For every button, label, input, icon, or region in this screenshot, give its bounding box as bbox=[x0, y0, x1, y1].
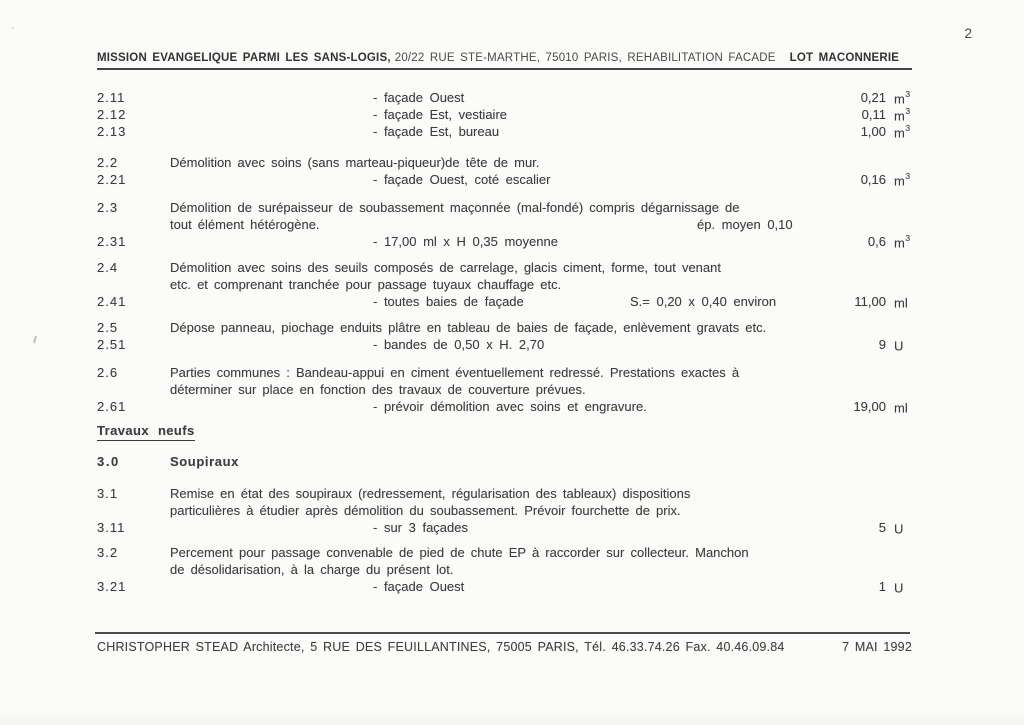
item-text: - toutes baies de façade bbox=[373, 294, 524, 309]
item-text: Démolition de surépaisseur de soubassement maçonnée (mal-fondé) compris dégarnissage de bbox=[170, 200, 740, 215]
header-organization: MISSION EVANGELIQUE PARMI LES SANS-LOGIS, bbox=[97, 52, 391, 64]
item-line-3-21 bbox=[97, 579, 912, 596]
item-number: 3.0 bbox=[97, 454, 120, 469]
quantity-value: 1 bbox=[878, 579, 886, 594]
item-text: - façade Ouest bbox=[373, 90, 465, 105]
item-number: 2.4 bbox=[97, 260, 119, 275]
item-line-2-51 bbox=[97, 337, 912, 354]
section-2-4 bbox=[97, 260, 912, 311]
section-facades bbox=[97, 90, 912, 141]
footer-date: 7 MAI 1992 bbox=[842, 640, 912, 654]
quantity-value: 19,00 bbox=[853, 399, 886, 414]
quantity-value: 0,21 bbox=[860, 90, 886, 105]
item-number: 2.13 bbox=[97, 124, 127, 139]
item-line-2-13 bbox=[97, 124, 912, 141]
item-text: - façade Est, bureau bbox=[373, 124, 500, 139]
section-2-5 bbox=[97, 320, 912, 354]
item-line-2-4-cont bbox=[97, 277, 912, 294]
item-line-3-1-cont bbox=[97, 503, 912, 520]
footer-architect-info: CHRISTOPHER STEAD Architecte, 5 RUE DES FEUILLANTINES, 75005 PARIS, Tél. 46.33.74.26 Fax. 40.46.09.84 bbox=[97, 640, 785, 654]
page-number: 2 bbox=[964, 26, 972, 41]
quantity-value: 0,11 bbox=[861, 107, 886, 122]
quantity-unit: U bbox=[894, 521, 904, 537]
item-text: - façade Ouest bbox=[373, 579, 465, 594]
item-line-2-3-cont bbox=[97, 217, 912, 234]
document-body bbox=[97, 90, 912, 596]
header-lot: LOT MACONNERIE bbox=[789, 52, 900, 64]
item-text: Remise en état des soupiraux (redressement, régularisation des tableaux) dispositions bbox=[170, 486, 691, 501]
item-number: 2.3 bbox=[97, 200, 119, 215]
quantity-value: 0,6 bbox=[867, 234, 886, 249]
item-line-2-2 bbox=[97, 155, 912, 172]
item-text: Parties communes : Bandeau-appui en ciment éventuellement redressé. Prestations exactes à bbox=[170, 365, 740, 380]
section-2-2 bbox=[97, 155, 912, 189]
item-number: 2.12 bbox=[97, 107, 127, 122]
item-text: - prévoir démolition avec soins et engravure. bbox=[373, 399, 647, 414]
quantity-unit: $m^3$ bbox=[894, 233, 911, 251]
quantity-unit: $m^3$ bbox=[894, 123, 911, 141]
item-line-2-6 bbox=[97, 365, 912, 382]
item-note: ép. moyen 0,10 bbox=[697, 217, 793, 232]
item-text: tout élément hétérogène. bbox=[170, 217, 320, 232]
item-number: 3.11 bbox=[97, 520, 126, 535]
document-footer bbox=[97, 640, 912, 654]
item-text: de désolidarisation, à la charge du présent lot. bbox=[170, 562, 454, 577]
item-line-3-0 bbox=[97, 454, 912, 471]
item-number: 3.21 bbox=[97, 579, 127, 594]
quantity-value: 11,00 bbox=[854, 294, 886, 309]
item-text: - façade Est, vestiaire bbox=[373, 107, 507, 122]
item-line-2-4 bbox=[97, 260, 912, 277]
quantity-value: 9 bbox=[878, 337, 886, 352]
item-line-2-41 bbox=[97, 294, 912, 311]
item-text: Dépose panneau, piochage enduits plâtre en tableau de baies de façade, enlèvement gravats etc. bbox=[170, 320, 767, 335]
quantity-unit: U bbox=[894, 580, 904, 596]
section-2-3 bbox=[97, 200, 912, 251]
quantity-unit: $m^3$ bbox=[894, 106, 911, 124]
quantity-unit: U bbox=[894, 338, 904, 354]
item-number: 2.61 bbox=[97, 399, 127, 414]
item-number: 3.2 bbox=[97, 545, 119, 560]
item-text: Soupiraux bbox=[170, 454, 239, 469]
section-3-0 bbox=[97, 454, 912, 471]
item-number: 3.1 bbox=[97, 486, 119, 501]
item-number: 2.51 bbox=[97, 337, 127, 352]
section-2-6 bbox=[97, 365, 912, 416]
document-header bbox=[97, 52, 912, 70]
item-number: 2.5 bbox=[97, 320, 119, 335]
quantity-unit: $m^3$ bbox=[894, 171, 911, 189]
item-text: - sur 3 façades bbox=[373, 520, 468, 535]
item-line-3-2 bbox=[97, 545, 912, 562]
item-line-2-5 bbox=[97, 320, 912, 337]
scan-artifact bbox=[33, 336, 37, 343]
item-text: Démolition avec soins (sans marteau-piqueur)de tête de mur. bbox=[170, 155, 540, 170]
item-number: 2.2 bbox=[97, 155, 119, 170]
item-line-3-11 bbox=[97, 520, 912, 537]
footer-rule bbox=[95, 632, 910, 634]
item-text: - bandes de 0,50 x H. 2,70 bbox=[373, 337, 545, 352]
item-line-3-2-cont bbox=[97, 562, 912, 579]
item-text: - 17,00 ml x H 0,35 moyenne bbox=[373, 234, 558, 249]
item-number: 2.21 bbox=[97, 172, 127, 187]
quantity-value: 0,16 bbox=[860, 172, 886, 187]
item-line-2-61 bbox=[97, 399, 912, 416]
item-number: 2.6 bbox=[97, 365, 119, 380]
section-3-1 bbox=[97, 486, 912, 537]
quantity-unit: $m^3$ bbox=[894, 89, 911, 107]
item-number: 2.11 bbox=[97, 90, 126, 105]
item-line-2-31 bbox=[97, 234, 912, 251]
item-line-2-11 bbox=[97, 90, 912, 107]
item-number: 2.31 bbox=[97, 234, 127, 249]
item-note: S.= 0,20 x 0,40 environ bbox=[630, 294, 777, 309]
item-text: Démolition avec soins des seuils composés de carrelage, glacis ciment, forme, tout venant bbox=[170, 260, 721, 275]
item-line-2-6-cont bbox=[97, 382, 912, 399]
quantity-value: 1,00 bbox=[860, 124, 886, 139]
quantity-unit: ml bbox=[894, 295, 908, 311]
heading-travaux-neufs: Travaux neufs bbox=[97, 423, 195, 441]
item-text: particulières à étudier après démolition du soubassement. Prévoir fourchette de prix. bbox=[170, 503, 681, 518]
item-line-2-12 bbox=[97, 107, 912, 124]
item-text: déterminer sur place en fonction des travaux de couverture prévues. bbox=[170, 382, 586, 397]
item-text: Percement pour passage convenable de pied de chute EP à raccorder sur collecteur. Manchon bbox=[170, 545, 749, 560]
item-line-2-3 bbox=[97, 200, 912, 217]
item-number: 2.41 bbox=[97, 294, 127, 309]
item-line-2-21 bbox=[97, 172, 912, 189]
item-text: etc. et comprenant tranchée pour passage tuyaux chauffage etc. bbox=[170, 277, 562, 292]
header-address: 20/22 RUE STE-MARTHE, 75010 PARIS, REHABILITATION FACADE bbox=[394, 52, 776, 64]
section-3-2 bbox=[97, 545, 912, 596]
quantity-unit: ml bbox=[894, 400, 908, 416]
item-line-3-1 bbox=[97, 486, 912, 503]
quantity-value: 5 bbox=[878, 520, 886, 535]
scan-edge-shadow bbox=[0, 711, 1024, 725]
scan-artifact bbox=[11, 27, 14, 29]
item-text: - façade Ouest, coté escalier bbox=[373, 172, 551, 187]
